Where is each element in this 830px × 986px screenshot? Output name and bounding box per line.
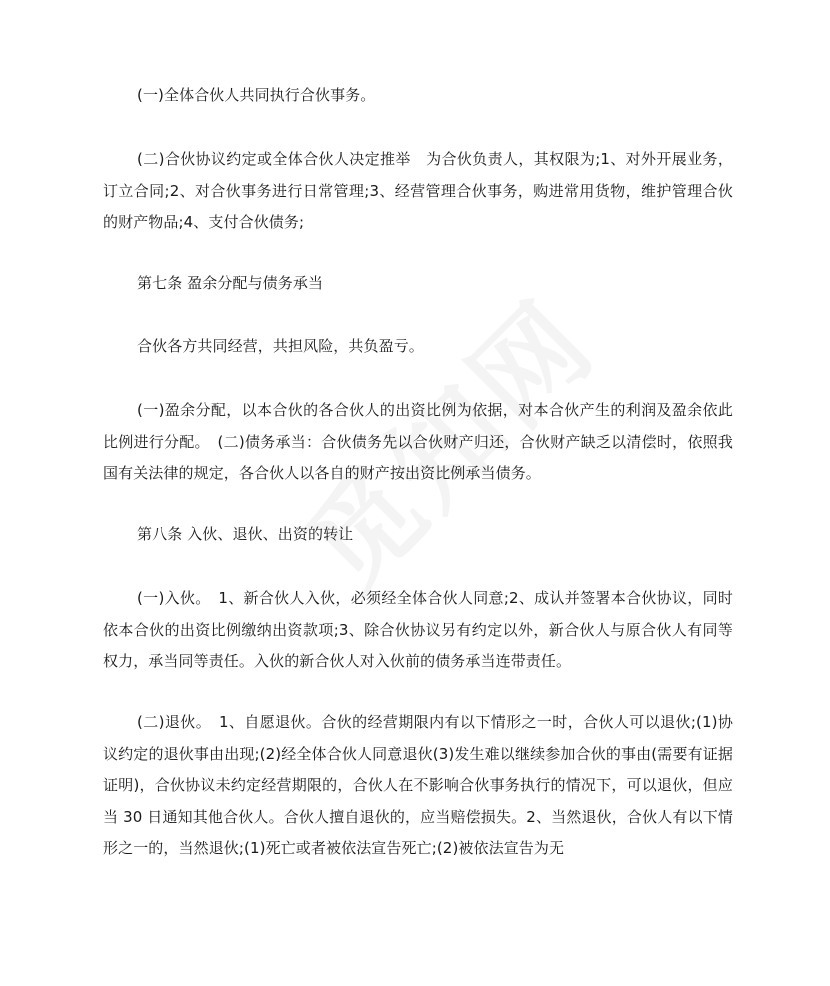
paragraph-joint-operation: 合伙各方共同经营，共担风险，共负盈亏。 (137, 337, 424, 355)
paragraph-withdrawal: (二)退伙。 1、自愿退伙。合伙的经营期限内有以下情形之一时，合伙人可以退伙;(1)协议约定的退伙事由出现;(2)经全体合伙人同意退伙(3)发生难以继续参加合伙的事由(需要有证据证明)，合伙协议未约定经营期限的，合伙人在不影响合伙事务执行的情况下，可以退伙，但应当 30 日通知其他合伙人。合伙人擅自退伙的，应当赔偿损失。2、当然退伙，合伙人有以下情形之一的，当然退伙;(1)死亡或者被依法宣告死亡;(2)被依法宣告为无 (103, 713, 733, 857)
heading-article-8: 第八条 入伙、退伙、出资的转让 (137, 525, 354, 543)
paragraph-admission: (一)入伙。 1、新合伙人入伙，必须经全体合伙人同意;2、成认并签署本合伙协议，同时依本合伙的出资比例缴纳出资款项;3、除合伙协议另有约定以外，新合伙人与原合伙人有同等权力，承当同等责任。入伙的新合伙人对入伙前的债务承当连带责任。 (103, 589, 733, 670)
paragraph-partner-authority: (二)合伙协议约定或全体合伙人决定推举 为合伙负责人，其权限为;1、对外开展业务，订立合同;2、对合伙事务进行日常管理;3、经营管理合伙事务，购进常用货物，维护管理合伙的财产物品;4、支付合伙债务; (103, 150, 733, 231)
heading-article-7: 第七条 盈余分配与债务承当 (137, 274, 324, 292)
paragraph-joint-execution: (一)全体合伙人共同执行合伙事务。 (137, 86, 376, 104)
paragraph-profit-debt: (一)盈余分配，以本合伙的各合伙人的出资比例为依据，对本合伙产生的利润及盈余依此比例进行分配。 (二)债务承当：合伙债务先以合伙财产归还，合伙财产缺乏以清偿时，依照我国有关法律的规定，各合伙人以各自的财产按出资比例承当债务。 (103, 401, 733, 482)
